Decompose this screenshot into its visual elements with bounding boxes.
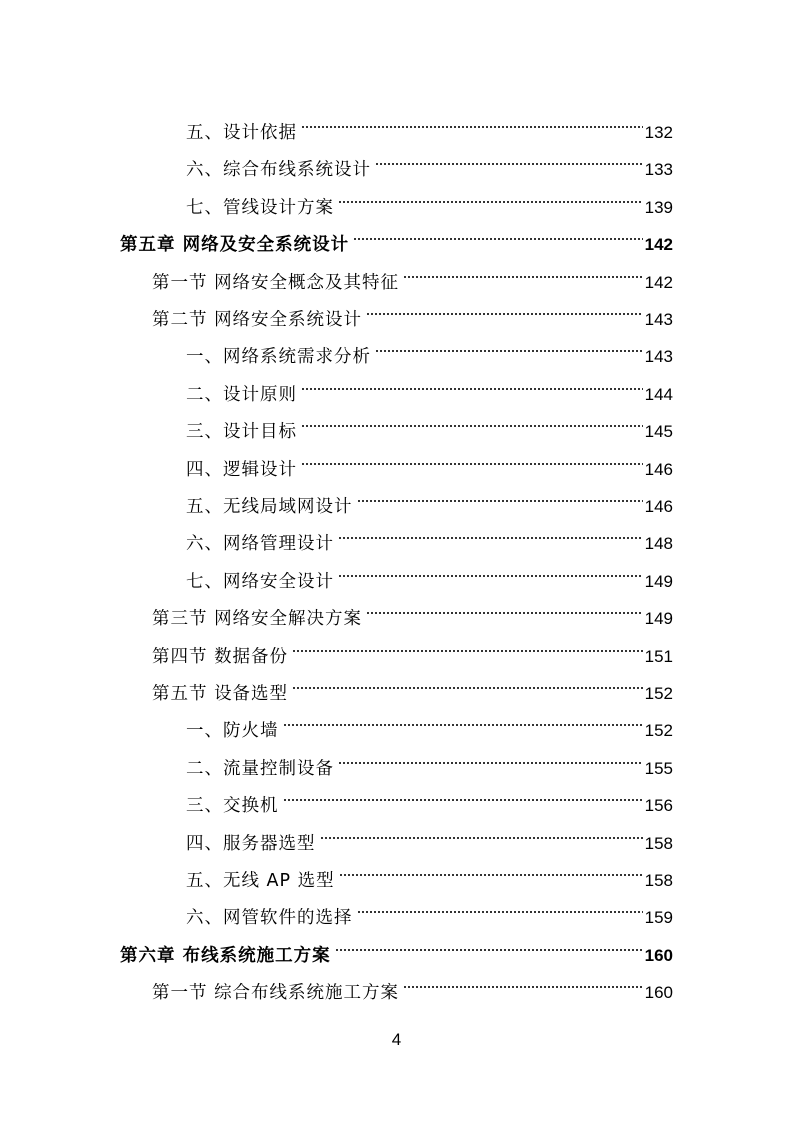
toc-entry-label: 第五节 设备选型 (152, 684, 289, 704)
toc-entry-label: 三、设计目标 (186, 422, 297, 443)
toc-entry-label: 第一节 网络安全概念及其特征 (152, 272, 400, 293)
toc-entry-label: 第三节 网络安全解决方案 (152, 609, 363, 630)
toc-entry[interactable] (186, 812, 673, 854)
toc-section-entry[interactable] (152, 587, 673, 630)
toc-entry-page: 158 (644, 833, 673, 853)
toc-entry[interactable] (186, 325, 673, 368)
dot-leader (366, 587, 643, 624)
dot-leader (338, 512, 643, 549)
toc-entry-page: 146 (644, 497, 673, 516)
toc-entry-label: 四、服务器选型 (186, 833, 316, 854)
toc-entry-label: 第四节 数据备份 (152, 646, 289, 667)
toc-entry-label: 六、综合布线系统设计 (186, 160, 371, 181)
dot-leader (292, 625, 643, 662)
toc-entry[interactable] (186, 101, 673, 143)
toc-entry-label: 二、流量控制设备 (186, 758, 334, 779)
dot-leader (353, 213, 643, 250)
toc-entry[interactable] (186, 737, 673, 779)
toc-chapter-entry[interactable] (120, 213, 673, 256)
toc-entry[interactable] (186, 475, 673, 517)
toc-entry-page: 160 (644, 945, 673, 965)
toc-entry[interactable] (186, 699, 673, 742)
toc-section-entry[interactable] (152, 961, 673, 1004)
toc-entry-page: 152 (644, 684, 673, 703)
dot-leader (357, 475, 643, 512)
page-number: 4 (391, 1030, 402, 1049)
toc-entry-label: 三、交换机 (186, 796, 279, 817)
toc-section-entry[interactable] (152, 251, 673, 293)
toc-entry-page: 155 (644, 758, 673, 778)
toc-entry-page: 148 (644, 534, 673, 554)
toc-chapter-entry[interactable] (120, 924, 673, 966)
dot-leader (283, 774, 643, 811)
toc-entry[interactable] (186, 138, 673, 181)
toc-entry-page: 145 (644, 422, 673, 442)
dot-leader (357, 886, 643, 923)
toc-entry[interactable] (186, 512, 673, 555)
toc-entry-label: 第六章 布线系统施工方案 (120, 945, 331, 966)
dot-leader (338, 176, 643, 213)
toc-entry-label: 五、无线局域网设计 (186, 497, 353, 517)
toc-section-entry[interactable] (152, 625, 673, 667)
toc-entry-page: 149 (644, 571, 673, 591)
toc-entry-page: 143 (644, 310, 673, 329)
toc-section-entry[interactable] (152, 662, 673, 704)
dot-leader (338, 737, 643, 774)
toc-entry[interactable] (186, 550, 673, 592)
toc-section-entry[interactable] (152, 288, 673, 330)
dot-leader (320, 812, 643, 849)
toc-entry[interactable] (186, 438, 673, 480)
toc-entry-label: 七、网络安全设计 (186, 571, 334, 592)
toc-entry-page: 160 (644, 983, 673, 1003)
toc-entry-label: 六、网管软件的选择 (186, 908, 353, 929)
dot-leader (292, 662, 643, 699)
toc-entry-label: 二、设计原则 (186, 384, 297, 405)
toc-entry-page: 152 (644, 721, 673, 741)
toc-entry-label: 第一节 综合布线系统施工方案 (152, 983, 400, 1004)
toc-entry-label: 一、防火墙 (186, 721, 279, 742)
toc-entry-page: 143 (644, 347, 673, 367)
dot-leader (375, 138, 643, 175)
dot-leader (301, 438, 643, 475)
toc-entry-label: 七、管线设计方案 (186, 197, 334, 218)
toc-entry[interactable] (186, 774, 673, 817)
dot-leader (338, 550, 643, 587)
toc-entry[interactable] (186, 176, 673, 218)
dot-leader (301, 363, 643, 400)
toc-entry-page: 151 (644, 646, 673, 666)
dot-leader (366, 288, 643, 325)
dot-leader (283, 699, 643, 736)
dot-leader (339, 849, 643, 886)
toc-entry-page: 142 (644, 235, 673, 255)
toc-entry[interactable] (186, 849, 673, 891)
toc-entry-page: 156 (644, 796, 673, 816)
toc-entry-label: 一、网络系统需求分析 (186, 347, 371, 368)
toc-entry-page: 158 (644, 871, 673, 890)
toc-entry[interactable] (186, 363, 673, 405)
dot-leader (375, 325, 643, 362)
toc-entry-label: 六、网络管理设计 (186, 534, 334, 555)
toc-entry-page: 133 (644, 160, 673, 180)
dot-leader (403, 251, 643, 288)
toc-entry-page: 144 (644, 384, 673, 404)
toc-entry-page: 146 (644, 459, 673, 479)
toc-entry-label: 第二节 网络安全系统设计 (152, 310, 363, 330)
toc-entry-label: 四、逻辑设计 (186, 459, 297, 480)
toc-entry-label: 五、无线 AP 选型 (186, 871, 335, 891)
toc-entry-page: 132 (644, 123, 673, 142)
toc-entry-label: 五、设计依据 (186, 123, 297, 143)
toc-entry-page: 142 (644, 272, 673, 292)
toc-entry[interactable] (186, 886, 673, 929)
toc-entry[interactable] (186, 400, 673, 443)
toc-entry-label: 第五章 网络及安全系统设计 (120, 235, 350, 256)
dot-leader (301, 101, 643, 138)
dot-leader (335, 924, 643, 961)
toc-entry-page: 149 (644, 609, 673, 629)
toc-entry-page: 139 (644, 197, 673, 217)
dot-leader (301, 400, 643, 437)
dot-leader (403, 961, 643, 998)
toc-entry-page: 159 (644, 908, 673, 928)
